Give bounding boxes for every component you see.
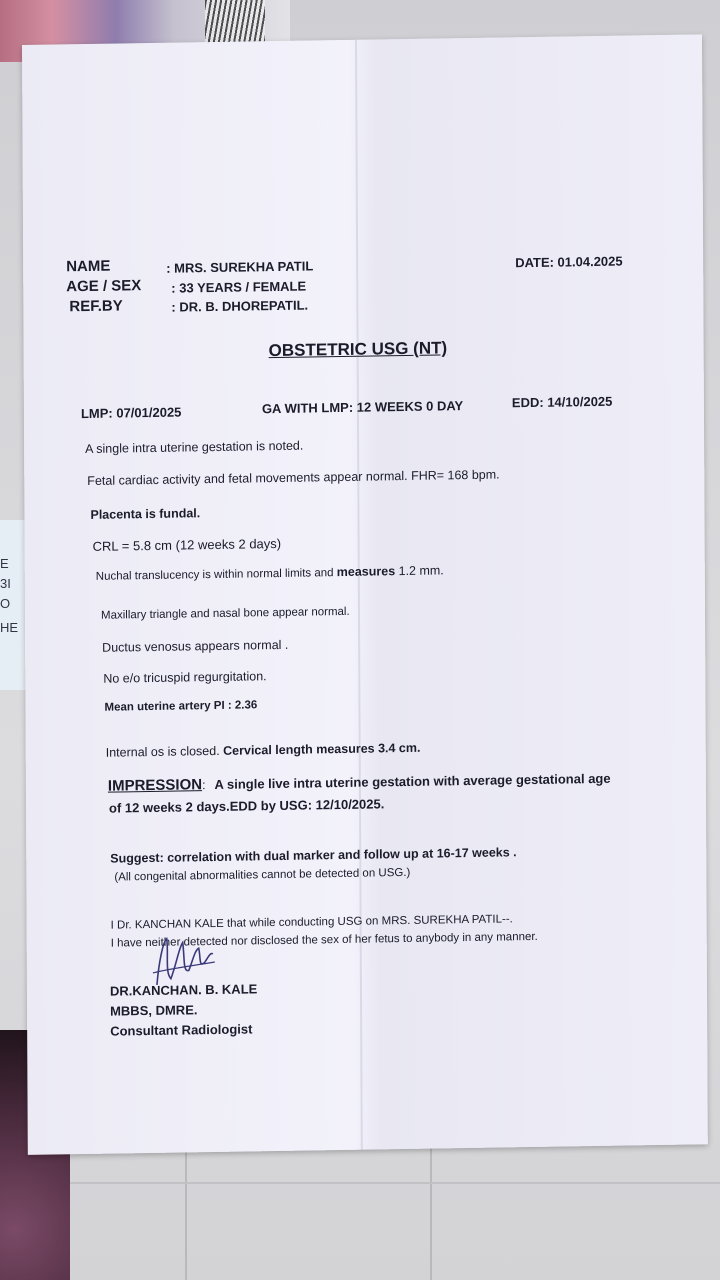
patient-name: : MRS. SUREKHA PATIL <box>166 258 314 276</box>
finding-tricuspid: No e/o tricuspid regurgitation. <box>103 669 267 686</box>
report-date: DATE: 01.04.2025 <box>515 253 623 271</box>
finding-nt-value: 1.2 mm. <box>395 563 444 579</box>
lmp: LMP: 07/01/2025 <box>80 404 182 422</box>
background-char: O <box>0 596 11 611</box>
floor-tile-line <box>0 1182 720 1184</box>
report-paper <box>22 34 708 1155</box>
finding-crl: CRL = 5.8 cm (12 weeks 2 days) <box>92 535 282 554</box>
background-char: HE <box>0 620 19 635</box>
paper-fold <box>355 40 363 1150</box>
finding-ductus-venosus: Ductus venosus appears normal . <box>102 637 289 655</box>
finding-nuchal-translucency <box>96 563 444 582</box>
finding-cervical-length: Cervical length measures 3.4 cm. <box>223 740 421 758</box>
doctor-role: Consultant Radiologist <box>110 1021 253 1039</box>
ref-by-label: REF.BY <box>69 297 123 316</box>
impression-text-1: A single live intra uterine gestation with average gestational age <box>214 770 611 792</box>
finding-nt-measures: measures <box>336 564 396 580</box>
finding-nt-text: Nuchal translucency is within normal limits and <box>95 567 337 583</box>
impression-line-2: of 12 weeks 2 days.EDD by USG: 12/10/2025. <box>108 796 385 816</box>
background-char: 3I <box>0 576 11 591</box>
declaration-line-2: I have neither detected nor disclosed the sex of her fetus to anybody in any manner. <box>110 930 538 950</box>
finding-maxillary-nasal: Maxillary triangle and nasal bone appear normal. <box>100 605 350 622</box>
referring-doctor: : DR. B. DHOREPATIL. <box>171 297 309 315</box>
suggestion-note: (All congenital abnormalities cannot be detected on USG.) <box>114 866 411 884</box>
suggestion: Suggest: correlation with dual marker and follow up at 16-17 weeks . <box>110 845 517 866</box>
impression-colon: : <box>202 778 206 793</box>
finding-gestation: A single intra uterine gestation is noted. <box>85 438 304 457</box>
finding-placenta: Placenta is fundal. <box>90 506 201 522</box>
gestational-age: GA WITH LMP: 12 WEEKS 0 DAY <box>261 398 464 417</box>
impression-label: IMPRESSION <box>107 776 203 795</box>
finding-uterine-artery-pi: Mean uterine artery PI : 2.36 <box>104 699 258 714</box>
finding-cardiac-activity: Fetal cardiac activity and fetal movements appear normal. FHR= 168 bpm. <box>87 467 500 488</box>
background-char: E <box>0 556 9 571</box>
declaration-line-1: I Dr. KANCHAN KALE that while conducting USG on MRS. SUREKHA PATIL--. <box>110 913 513 932</box>
finding-internal-os <box>106 741 421 760</box>
edd: EDD: 14/10/2025 <box>511 393 613 411</box>
patient-age-sex: : 33 YEARS / FEMALE <box>171 278 307 296</box>
background-card <box>0 520 27 690</box>
age-sex-label: AGE / SEX <box>66 277 142 296</box>
doctor-degree: MBBS, DMRE. <box>110 1002 198 1019</box>
report-title: OBSTETRIC USG (NT) <box>268 338 448 361</box>
name-label: NAME <box>66 257 111 276</box>
doctor-name: DR.KANCHAN. B. KALE <box>109 981 258 999</box>
finding-os-text: Internal os is closed. <box>105 743 224 760</box>
